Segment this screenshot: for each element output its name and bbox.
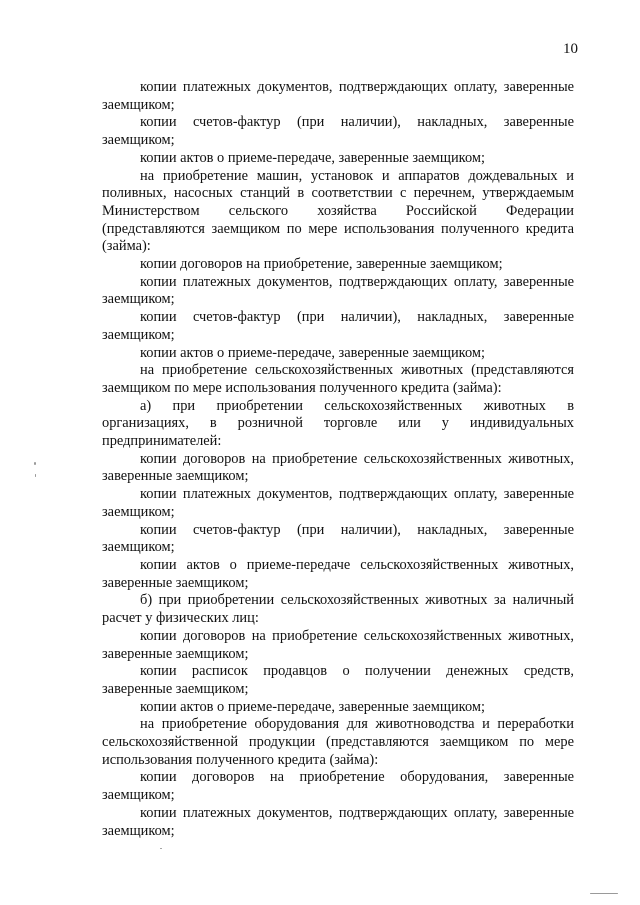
- paragraph: копии платежных документов, подтверждающих оплату, заверенные заемщиком;: [102, 79, 574, 113]
- paragraph: на приобретение машин, установок и аппаратов дождевальных и поливных, насосных станций в соответствии с перечнем, утверждаемым Министерством сельского хозяйства Российской Федерации (представляются заемщиком по мере использования полученного кредита (займа):: [102, 167, 574, 255]
- paragraph: на приобретение оборудования для животноводства и переработки сельскохозяйственной продукции (представляются заемщиком по мере использования полученного кредита (займа):: [102, 716, 574, 768]
- paragraph: копии расписок продавцов о получении денежных средств, заверенные заемщиком;: [102, 663, 574, 697]
- paragraph: копии счетов-фактур (при наличии), накладных, заверенные заемщиком;: [102, 521, 574, 556]
- paragraph: копии счетов-фактур (при наличии), накладных, заверенные заемщиком;: [102, 114, 574, 149]
- paragraph: копии договоров на приобретение оборудования, заверенные заемщиком;: [102, 769, 574, 804]
- paragraph: копии платежных документов, подтверждающих оплату, заверенные заемщиком;: [102, 486, 574, 520]
- paragraph: копии платежных документов, подтверждающих оплату, заверенные заемщиком;: [102, 273, 574, 308]
- paragraph: б) при приобретении сельскохозяйственных животных за наличный расчет у физических лиц:: [102, 592, 574, 627]
- paragraph: копии договоров на приобретение сельскохозяйственных животных, заверенные заемщиком;: [102, 450, 574, 485]
- paragraph: на приобретение сельскохозяйственных животных (представляются заемщиком по мере использования полученного кредита (займа):: [102, 362, 574, 396]
- paragraph: а) при приобретении сельскохозяйственных животных в организациях, в розничной торговле или у индивидуальных предпринимателей:: [102, 397, 574, 450]
- paragraph: копии актов о приеме-передаче, заверенные заемщиком;: [140, 344, 485, 361]
- page-number: 10: [563, 41, 578, 57]
- scan-speck: [35, 474, 36, 477]
- paragraph: копии актов о приеме-передаче, заверенные заемщиком;: [140, 149, 485, 166]
- paragraph: копии актов о приеме-передаче, заверенные заемщиком;: [140, 698, 485, 715]
- paragraph: копии актов о приеме-передаче сельскохозяйственных животных, заверенные заемщиком;: [102, 556, 574, 591]
- paragraph: копии договоров на приобретение сельскохозяйственных животных, заверенные заемщиком;: [102, 627, 574, 662]
- scan-speck: [160, 848, 162, 849]
- document-body: [102, 79, 574, 840]
- scan-speck: [590, 893, 618, 894]
- paragraph: копии платежных документов, подтверждающих оплату, заверенные заемщиком;: [102, 804, 574, 839]
- paragraph: копии счетов-фактур (при наличии), накладных, заверенные заемщиком;: [102, 309, 574, 343]
- paragraph: копии договоров на приобретение, заверенные заемщиком;: [140, 256, 503, 273]
- scan-speck: [34, 462, 36, 465]
